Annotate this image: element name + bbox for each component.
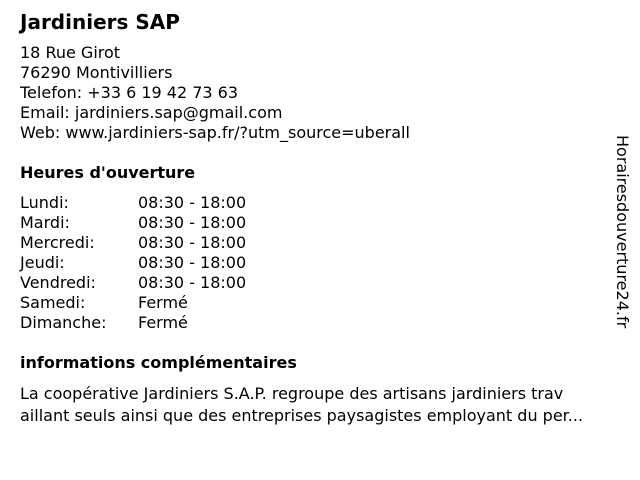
day-hours: 08:30 - 18:00 (138, 273, 247, 292)
hours-row (20, 313, 246, 333)
opening-hours-table (20, 193, 246, 333)
hours-row (20, 233, 246, 253)
watermark (609, 135, 635, 345)
phone-number: Telefon: +33 6 19 42 73 63 (20, 83, 239, 102)
day-label: Mercredi: (20, 233, 95, 252)
day-label: Dimanche: (20, 313, 107, 332)
day-hours: Fermé (138, 313, 188, 332)
additional-info-heading: informations complémentaires (20, 353, 297, 372)
description-line: aillant seuls ainsi que des entreprises paysagistes employant du per... (20, 406, 584, 425)
address-city: 76290 Montivilliers (20, 63, 173, 82)
contact-details (20, 43, 410, 143)
hours-row (20, 213, 246, 233)
day-label: Mardi: (20, 213, 70, 232)
additional-info-text (20, 383, 632, 427)
day-label: Lundi: (20, 193, 69, 212)
day-hours: 08:30 - 18:00 (138, 233, 247, 252)
day-label: Samedi: (20, 293, 86, 312)
hours-row (20, 293, 246, 313)
website: Web: www.jardiniers-sap.fr/?utm_source=uberall (20, 123, 410, 142)
day-hours: 08:30 - 18:00 (138, 253, 247, 272)
day-label: Vendredi: (20, 273, 96, 292)
watermark-text: Horairesdouverture24.fr (613, 135, 632, 329)
day-hours: 08:30 - 18:00 (138, 193, 247, 212)
day-hours: 08:30 - 18:00 (138, 213, 247, 232)
hours-row (20, 193, 246, 213)
business-name: Jardiniers SAP (20, 10, 180, 34)
day-hours: Fermé (138, 293, 188, 312)
opening-hours-heading: Heures d'ouverture (20, 163, 196, 182)
email-address: Email: jardiniers.sap@gmail.com (20, 103, 283, 122)
description-line: La coopérative Jardiniers S.A.P. regroupe des artisans jardiniers trav (20, 384, 564, 403)
hours-row (20, 273, 246, 293)
hours-row (20, 253, 246, 273)
day-label: Jeudi: (20, 253, 65, 272)
address-street: 18 Rue Girot (20, 43, 121, 62)
